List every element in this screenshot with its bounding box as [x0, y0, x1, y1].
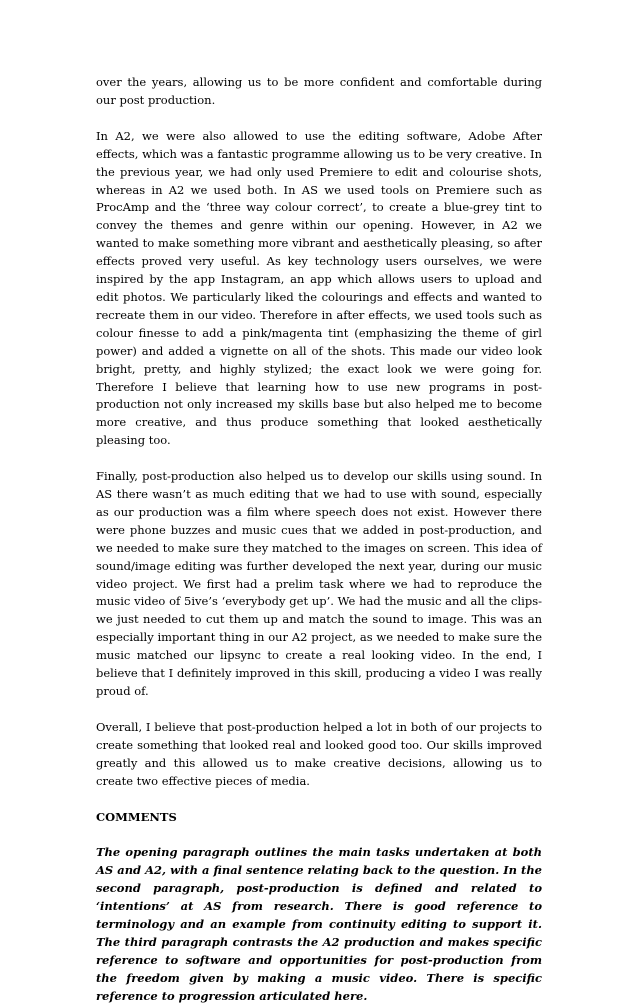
- paragraph-sound: Finally, post-production also helped us to develop our skills using sound. In AS there wasn’t as much editing that we had to use with sound, especially as our production was a film where speech does not exist. However there were phone buzzes and music cues that we added in post-production, and we needed to make sure they matched to the images on screen. This idea of sound/image editing was further developed the next year, during our music video project. We first had a prelim task where we had to reproduce the music video of 5ive’s ‘everybody get up’. We had the music and all the clips- we just needed to cut them up and match the sound to image. This was an especially important thing in our A2 project, as we needed to make sure the music matched our lipsync to create a real looking video. In the end, I believe that I definitely improved in this skill, producing a video I was really proud of.: [96, 469, 542, 698]
- paragraph-continuation: over the years, allowing us to be more confident and comfortable during our post production.: [96, 75, 542, 107]
- document-page: [96, 74, 542, 1006]
- comments-heading: COMMENTS: [96, 809, 177, 824]
- paragraph-after-effects: In A2, we were also allowed to use the editing software, Adobe After effects, which was a fantastic programme allowing us to be very creative. In the previous year, we had only used Premiere to edit and colourise shots, whereas in A2 we used both. In AS we used tools on Premiere such as ProcAmp and the ‘three way colour correct’, to create a blue-grey tint to convey the themes and genre within our opening. However, in A2 we wanted to make something more vibrant and aesthetically pleasing, so after effects proved very useful. As key technology users ourselves, we were inspired by the app Instagram, an app which allows users to upload and edit photos. We particularly liked the colourings and effects and wanted to recreate them in our video. Therefore in after effects, we used tools such as colour finesse to add a pink/magenta tint (emphasizing the theme of girl power) and added a vignette on all of the shots. This made our video look bright, pretty, and highly stylized; the exact look we were going for. Therefore I believe that learning how to use new programs in post-production not only increased my skills base but also helped me to become more creative, and thus produce something that looked aesthetically pleasing too.: [96, 128, 542, 448]
- paragraph-overall: Overall, I believe that post-production helped a lot in both of our projects to create something that looked real and looked good too. Our skills improved greatly and this allowed us to make creative decisions, allowing us to create two effective pieces of media.: [96, 719, 542, 788]
- comments-body: The opening paragraph outlines the main tasks undertaken at both AS and A2, with a final sentence relating back to the question. In the second paragraph, post-production is defined and related to ‘intentions’ at AS from research. There is good reference to terminology and an example from continuity editing to support it. The third paragraph contrasts the A2 production and makes specific reference to software and opportunities for post-production from the freedom given by making a music video. There is specific reference to progression articulated here.: [96, 845, 542, 1003]
